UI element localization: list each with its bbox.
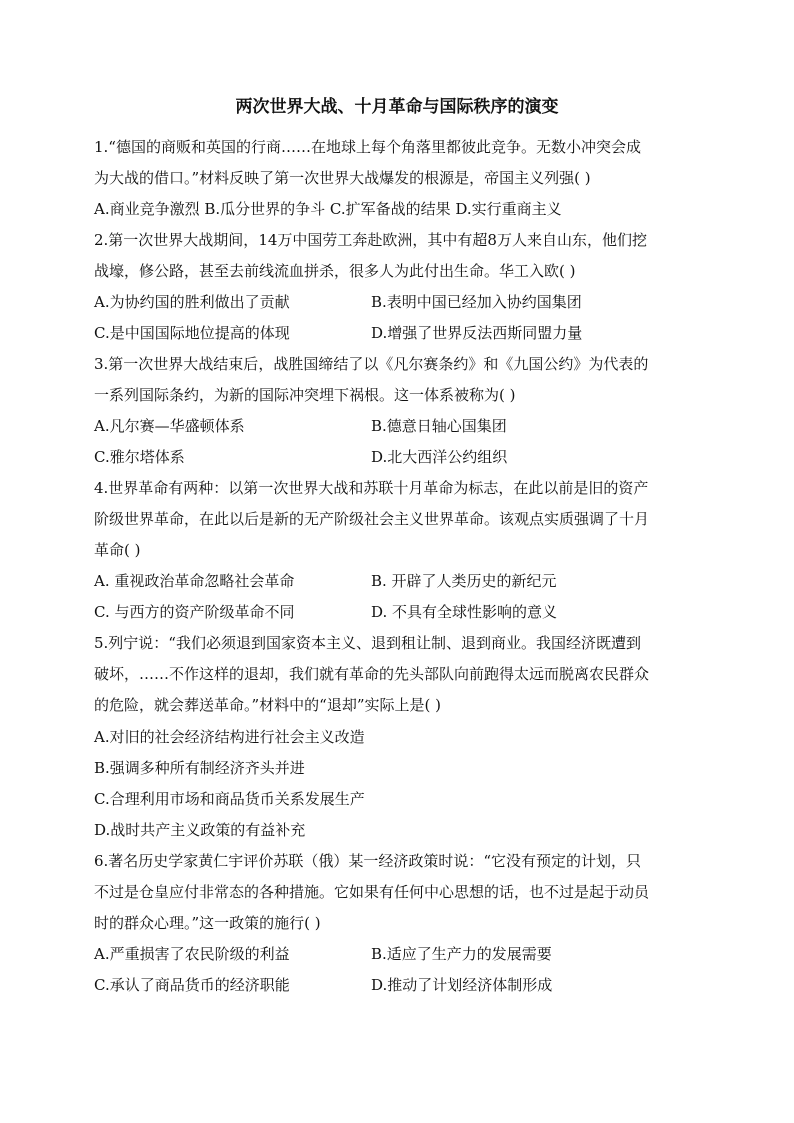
q5-stem-line-3: 的危险，就会葬送革命。”材料中的“退却”实际上是( ) [94,696,441,714]
q3-stem-line-2: 一系列国际条约，为新的国际冲突埋下祸根。这一体系被称为( ) [94,386,516,404]
q2-option-b: B.表明中国已经加入协约国集团 [371,293,582,311]
q2-stem-line-1: 2.第一次世界大战期间，14万中国劳工奔赴欧洲，其中有超8万人来自山东，他们挖 [94,231,647,249]
q6-option-d: D.推动了计划经济体制形成 [371,976,553,994]
q6-option-c: C.承认了商品货币的经济职能 [94,976,290,994]
q4-option-d: D. 不具有全球性影响的意义 [371,603,558,621]
q4-stem-line-2: 阶级世界革命，在此以后是新的无产阶级社会主义世界革命。该观点实质强调了十月 [94,510,650,528]
page-title: 两次世界大战、十月革命与国际秩序的演变 [235,97,559,117]
q5-stem-line-1: 5.列宁说：“我们必须退到国家资本主义、退到租让制、退到商业。我国经济既遭到 [94,634,641,652]
q2-option-c: C.是中国国际地位提高的体现 [94,324,290,342]
q4-option-a: A. 重视政治革命忽略社会革命 [94,572,295,590]
q1-stem-line-2: 为大战的借口。”材料反映了第一次世界大战爆发的根源是，帝国主义列强( ) [94,169,591,187]
q5-option-c: C.合理利用市场和商品货币关系发展生产 [94,790,365,808]
q3-option-a: A.凡尔赛—华盛顿体系 [94,417,245,435]
q2-option-a: A.为协约国的胜利做出了贡献 [94,293,290,311]
q5-stem-line-2: 破坏，……不作这样的退却，我们就有革命的先头部队向前跑得太远而脱离农民群众 [94,665,650,683]
q3-option-d: D.北大西洋公约组织 [371,448,508,466]
q4-option-b: B. 开辟了人类历史的新纪元 [371,572,557,590]
q6-option-b: B.适应了生产力的发展需要 [371,945,552,963]
q3-stem-line-1: 3.第一次世界大战结束后，战胜国缔结了以《凡尔赛条约》和《九国公约》为代表的 [94,355,649,373]
q6-option-a: A.严重损害了农民阶级的利益 [94,945,290,963]
q4-stem-line-1: 4.世界革命有两种：以第一次世界大战和苏联十月革命为标志，在此以前是旧的资产 [94,479,649,497]
q6-stem-line-3: 时的群众心理。”这一政策的施行( ) [94,914,321,932]
q4-option-c: C. 与西方的资产阶级革命不同 [94,603,295,621]
q2-option-d: D.增强了世界反法西斯同盟力量 [371,324,583,342]
q3-option-c: C.雅尔塔体系 [94,448,185,466]
q6-stem-line-2: 不过是仓皇应付非常态的各种措施。它如果有任何中心思想的话，也不过是起于动员 [94,883,650,901]
q4-stem-line-3: 革命( ) [94,541,141,559]
q1-stem-line-1: 1.“德国的商贩和英国的行商……在地球上每个角落里都彼此竞争。无数小冲突会成 [94,138,641,156]
q1-options: A.商业竞争激烈 B.瓜分世界的争斗 C.扩军备战的结果 D.实行重商主义 [94,200,562,218]
q2-stem-line-2: 战壕，修公路，甚至去前线流血拼杀，很多人为此付出生命。华工入欧( ) [94,262,576,280]
q5-option-a: A.对旧的社会经济结构进行社会主义改造 [94,728,365,746]
q5-option-b: B.强调多种所有制经济齐头并进 [94,759,305,777]
q3-option-b: B.德意日轴心国集团 [371,417,507,435]
q5-option-d: D.战时共产主义政策的有益补充 [94,821,306,839]
q6-stem-line-1: 6.著名历史学家黄仁宇评价苏联（俄）某一经济政策时说：“它没有预定的计划，只 [94,852,641,870]
